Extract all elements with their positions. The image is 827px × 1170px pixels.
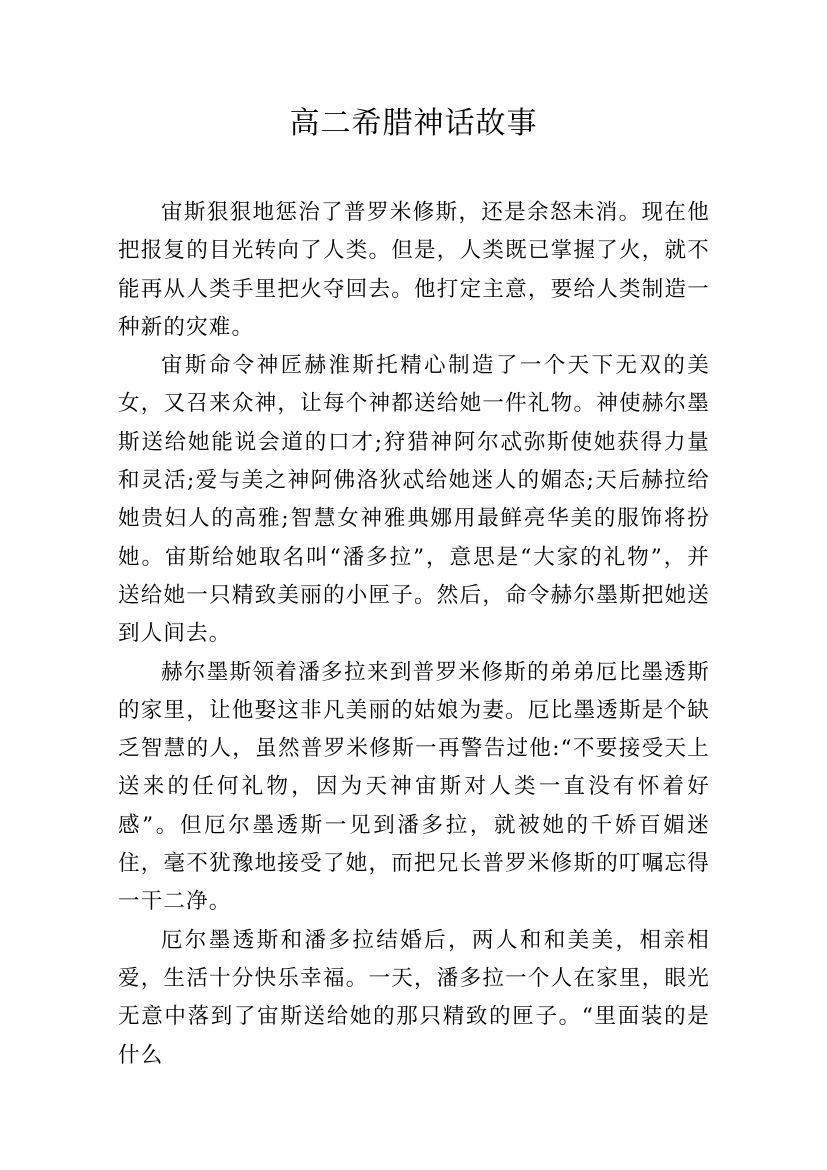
document-title: 高二希腊神话故事 xyxy=(289,106,538,141)
paragraph-4: 厄尔墨透斯和潘多拉结婚后，两人和和美美，相亲相爱，生活十分快乐幸福。一天，潘多拉一个人在家里，眼光无意中落到了宙斯送给她的那只精致的匣子。“里面装的是什么 xyxy=(118,927,710,1068)
paragraph-3: 赫尔墨斯领着潘多拉来到普罗米修斯的弟弟厄比墨透斯的家里，让他娶这非凡美丽的姑娘为妻。厄比墨透斯是个缺乏智慧的人，虽然普罗米修斯一再警告过他:“不要接受天上送来的任何礼物，因为天神宙斯对人类一直没有怀着好感”。但厄尔墨透斯一见到潘多拉，就被她的千娇百媚迷住，毫不犹豫地接受了她，而把兄长普罗米修斯的叮嘱忘得一干二净。 xyxy=(118,659,710,915)
paragraph-2: 宙斯命令神匠赫淮斯托精心制造了一个天下无双的美女，又召来众神，让每个神都送给她一件礼物。神使赫尔墨斯送给她能说会道的口才;狩猎神阿尔忒弥斯使她获得力量和灵活;爱与美之神阿佛洛狄忒给她迷人的媚态;天后赫拉给她贵妇人的高雅;智慧女神雅典娜用最鲜亮华美的服饰将扮她。宙斯给她取名叫“潘多拉”，意思是“大家的礼物”，并送给她一只精致美丽的小匣子。然后，命令赫尔墨斯把她送到人间去。 xyxy=(118,353,710,647)
paragraph-1: 宙斯狠狠地惩治了普罗米修斯，还是余怒未消。现在他把报复的目光转向了人类。但是，人类既已掌握了火，就不能再从人类手里把火夺回去。他打定主意，要给人类制造一种新的灾难。 xyxy=(118,200,710,340)
document-body xyxy=(118,194,710,1075)
